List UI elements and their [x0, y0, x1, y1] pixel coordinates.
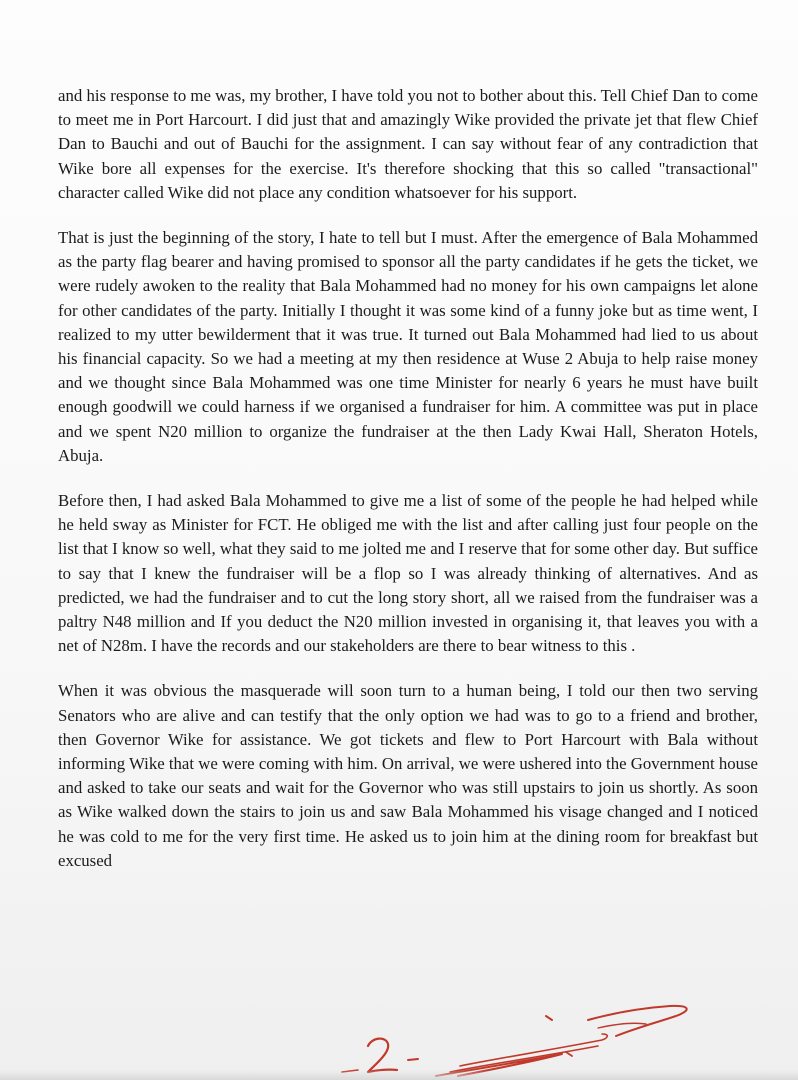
paragraph-2: That is just the beginning of the story, I hate to tell but I must. After the emergence of Bala Mohammed as the party flag bearer and having promised to sponsor all the party candidates if he gets the ticket, we were rudely awoken to the reality that Bala Mohammed had no money for his own campaigns let alone for other candidates of the party. Initially I thought it was some kind of a funny joke but as time went, I realized to my utter bewilderment that it was true. It turned out Bala Mohammed had lied to us about his financial capacity. So we had a meeting at my then residence at Wuse 2 Abuja to help raise money and we thought since Bala Mohammed was one time Minister for nearly 6 years he must have built enough goodwill we could harness if we organised a fundraiser for him. A committee was put in place and we spent N20 million to organize the fundraiser at the then Lady Kwai Hall, Sheraton Hotels, Abuja. — [58, 228, 758, 465]
handwritten-signature — [340, 990, 700, 1080]
page-number-glyph — [368, 1039, 397, 1072]
paragraph-3: Before then, I had asked Bala Mohammed to give me a list of some of the people he had helped while he held sway as Minister for FCT. He obliged me with the list and after calling just four people on the list that I know so well, what they said to me jolted me and I reserve that for some other day. But suffice to say that I knew the fundraiser will be a flop so I was already thinking of alternatives. And as predicted, we had the fundraiser and to cut the long story short, all we raised from the fundraiser was a paltry N48 million and If you deduct the N20 million invested in organising it, that leaves you with a net of N28m. I have the records and our stakeholders are there to bear witness to this . — [58, 491, 758, 656]
letter-body — [58, 84, 758, 894]
page-bottom-edge — [0, 1070, 798, 1080]
paragraph-4: When it was obvious the masquerade will soon turn to a human being, I told our then two serving Senators who are alive and can testify that the only option we had was to go to a friend and brother, then Governor Wike for assistance. We got tickets and flew to Port Harcourt with Bala without informing Wike that we were coming with him. On arrival, we were ushered into the Government house and asked to take our seats and wait for the Governor who was still upstairs to join us shortly. As soon as Wike walked down the stairs to join us and saw Bala Mohammed his visage changed and I noticed he was cold to me for the very first time. He asked us to join him at the dining room for breakfast but excused — [58, 681, 758, 870]
paragraph-1: and his response to me was, my brother, I have told you not to bother about this. Tell Chief Dan to come to meet me in Port Harcourt. I did just that and amazingly Wike provided the private jet that flew Chief Dan to Bauchi and out of Bauchi for the assignment. I can say without fear of any contradiction that Wike bore all expenses for the exercise. It's therefore shocking that this so called "transactional" character called Wike did not place any condition whatsoever for his support. — [58, 86, 758, 202]
